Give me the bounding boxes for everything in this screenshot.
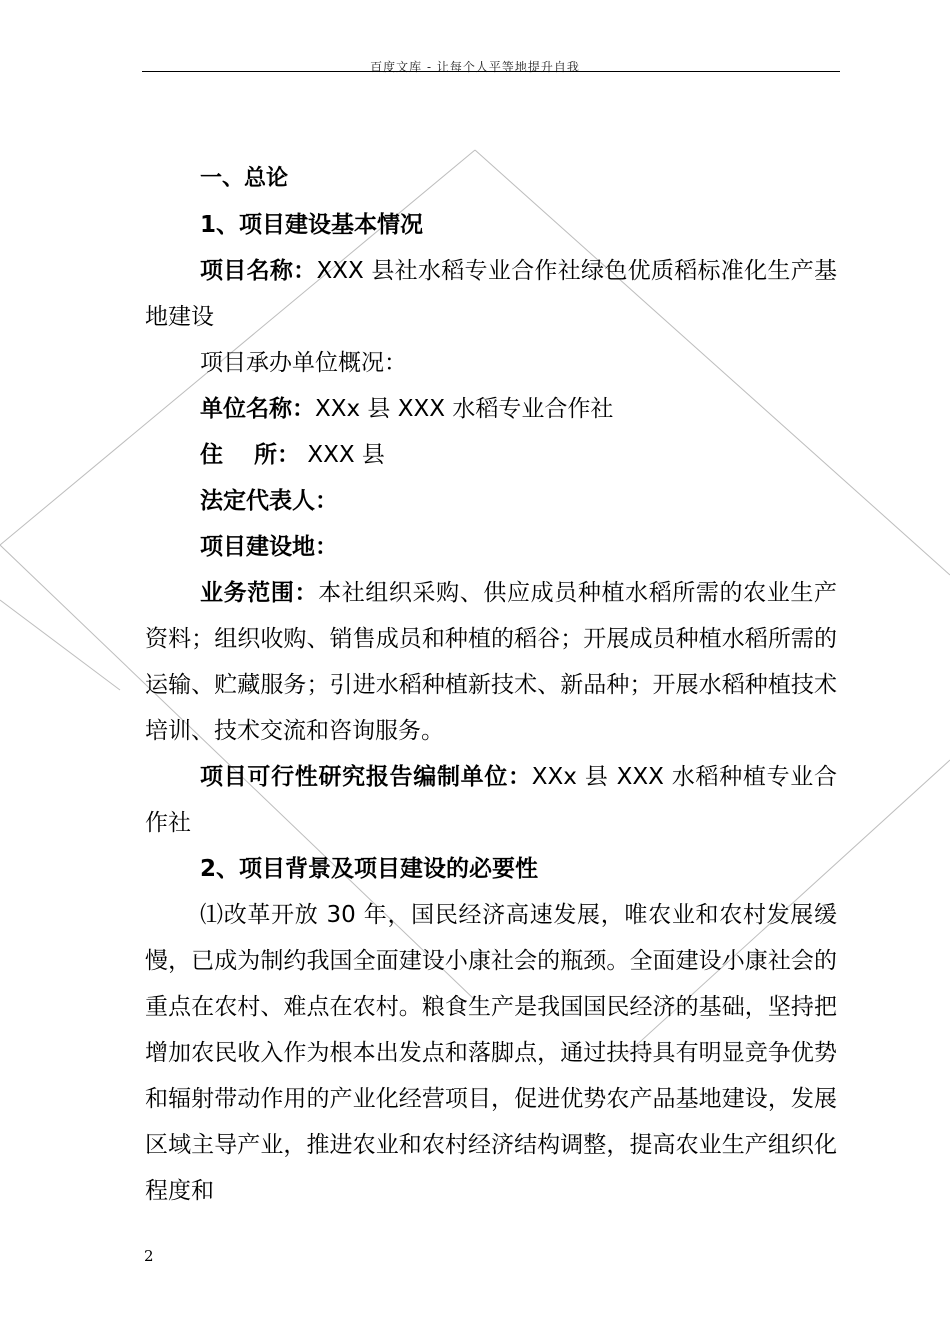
header-rule (142, 71, 840, 72)
report-unit-value: XXx 县 XXX 水稻种植专业合作社 (145, 764, 838, 836)
report-unit-paragraph (145, 754, 837, 846)
subsection-title-1: 1、项目建设基本情况 (200, 212, 424, 238)
scope-label: 业务范围： (200, 580, 319, 606)
report-unit-label: 项目可行性研究报告编制单位： (200, 764, 532, 790)
project-name-paragraph (145, 248, 837, 340)
unit-overview-paragraph: 项目承办单位概况： (200, 350, 407, 376)
address-label: 住 所： (200, 442, 301, 468)
subsection-title-2: 2、项目背景及项目建设的必要性 (200, 856, 539, 882)
document-body (145, 156, 837, 1214)
watermark-line-left (0, 600, 120, 690)
legal-rep-paragraph: 法定代表人： (200, 488, 338, 514)
project-name-value: XXX 县社水稻专业合作社绿色优质稻标准化生产基地建设 (145, 258, 837, 330)
page-number: 2 (144, 1247, 154, 1265)
build-site-paragraph: 项目建设地： (200, 534, 338, 560)
background-paragraph-1: ⑴改革开放 30 年，国民经济高速发展，唯农业和农村发展缓慢，已成为制约我国全面建设小康社会的瓶颈。全面建设小康社会的重点在农村、难点在农村。粮食生产是我国国民经济的基础，坚持把增加农民收入作为根本出发点和落脚点，通过扶持具有明显竞争优势和辐射带动作用的产业化经营项目，促进优势农产品基地建设，发展区域主导产业，推进农业和农村经济结构调整，提高农业生产组织化程度和 (145, 902, 837, 1204)
project-name-label: 项目名称： (200, 258, 317, 284)
page-header: 百度文库 - 让每个人平等地提升自我 (370, 60, 580, 74)
unit-name-value: XXx 县 XXX 水稻专业合作社 (315, 396, 614, 422)
scope-paragraph (145, 570, 837, 754)
section-title: 一、总论 (200, 166, 289, 191)
address-paragraph (145, 432, 837, 478)
scope-value: 本社组织采购、供应成员种植水稻所需的农业生产资料；组织收购、销售成员和种植的稻谷；开展成员种植水稻所需的运输、贮藏服务；引进水稻种植新技术、新品种；开展水稻种植技术培训、技术交流和咨询服务。 (145, 580, 838, 744)
unit-name-label: 单位名称： (200, 396, 315, 422)
unit-name-paragraph (145, 386, 837, 432)
address-value: XXX 县 (300, 442, 385, 468)
